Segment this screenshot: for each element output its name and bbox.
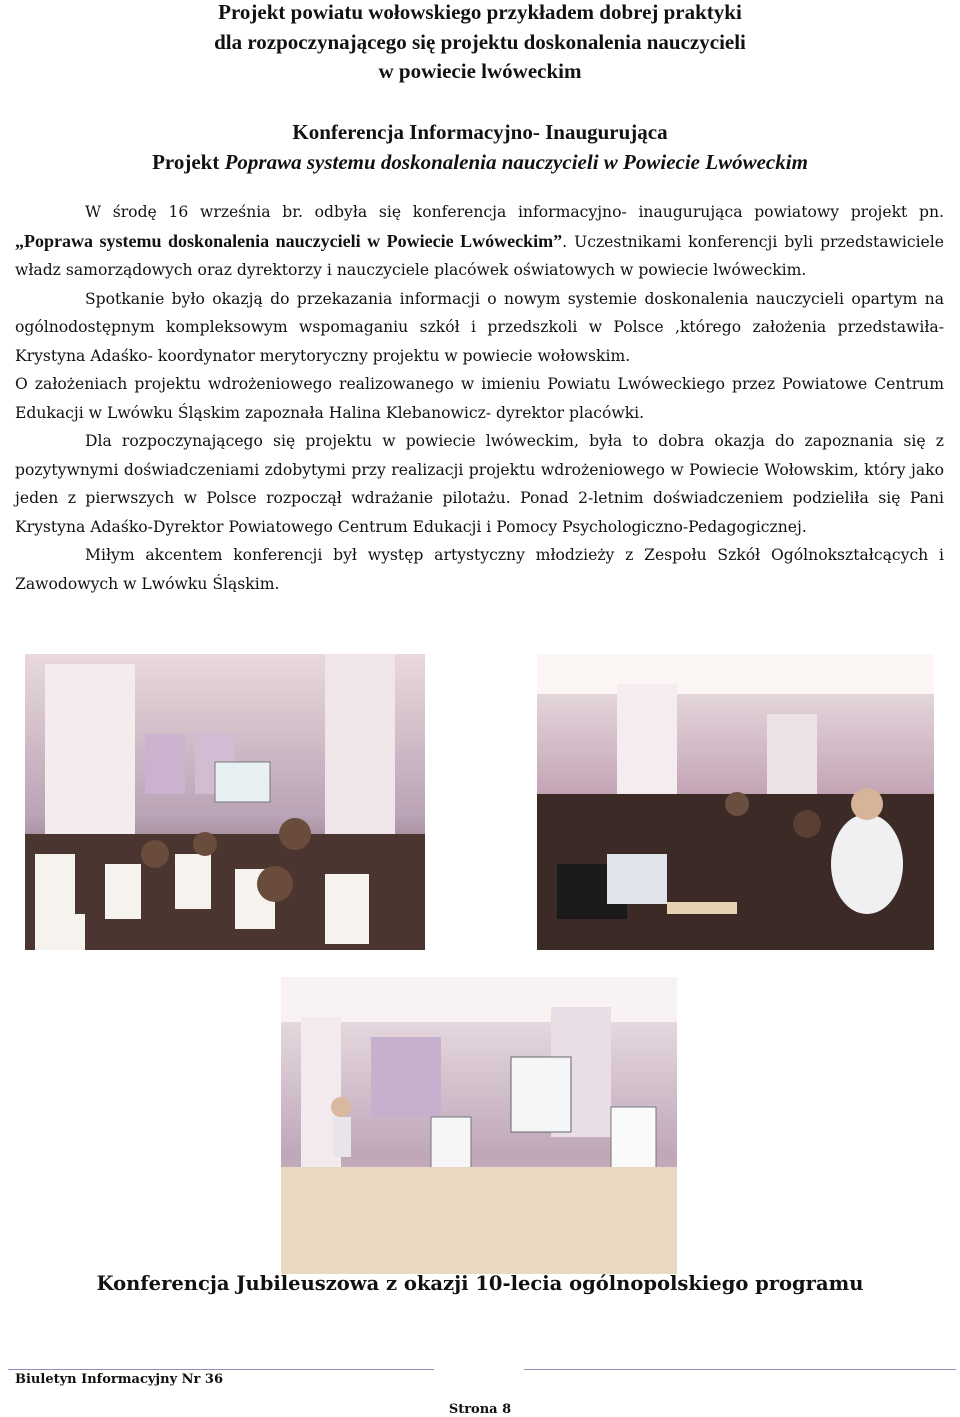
header-line-1: Projekt powiatu wołowskiego przykładem dobrej praktyki [218, 0, 742, 24]
conference-photo-2 [537, 654, 934, 950]
paragraph-4: Dla rozpoczynającego się projektu w powiecie lwóweckim, była to dobra okazja do zapoznania się z pozytywnymi doświadczeniami zdobytymi przy realizacji projektu wdrożeniowego w Powiecie Wołowskim, który jako jeden z pierwszych w Polsce rozpoczął wdrażanie pilotażu. Ponad 2-letnim doświadczeniem podzieliła się Pani Krystyna Adaśko-Dyrektor Powiatowego Centrum Edukacji i Pomocy Psychologiczno-Pedagogicznej. [15, 432, 944, 536]
conference-subtitle-project: Poprawa systemu doskonalenia nauczycieli w Powiecie Lwóweckim [224, 149, 808, 174]
footer-rule-left [8, 1369, 434, 1370]
article-body [15, 198, 944, 598]
footer-rule-right [524, 1369, 956, 1370]
header-title [0, 0, 960, 87]
conference-subtitle-prefix: Projekt [152, 149, 225, 174]
intro-project-name: „Poprawa systemu doskonalenia nauczycieli w Powiecie Lwóweckim” [15, 230, 563, 251]
header-line-3: w powiecie lwóweckim [378, 59, 582, 83]
paragraph-3: O założeniach projektu wdrożeniowego realizowanego w imieniu Powiatu Lwóweckiego przez Powiatowe Centrum Edukacji w Lwówku Śląskim zapoznała Halina Klebanowicz- dyrektor placówki. [15, 375, 944, 422]
conference-photo-1 [25, 654, 425, 950]
conference-heading [0, 118, 960, 177]
intro-start: W środę 16 września br. odbyła się konferencja informacyjno- inaugurująca powiatowy projekt pn. [85, 203, 944, 221]
paragraph-5: Miłym akcentem konferencji był występ artystyczny młodzieży z Zespołu Szkół Ogólnokształcących i Zawodowych w Lwówku Śląskim. [15, 546, 944, 593]
intro-end: . Uczestnikami konferencji byli przedstawiciele władz samorządowych oraz dyrektorzy i nauczyciele placówek oświatowych w powiecie lwóweckim. [15, 232, 945, 279]
intro-paragraph [15, 198, 944, 285]
footer-bulletin: Biuletyn Informacyjny Nr 36 [15, 1372, 223, 1387]
conference-title: Konferencja Informacyjno- Inaugurująca [292, 120, 668, 144]
conference-subtitle [0, 148, 960, 178]
section-2-heading: Konferencja Jubileuszowa z okazji 10-lecia ogólnopolskiego programu [96, 1272, 864, 1295]
paragraph-2: Spotkanie było okazją do przekazania informacji o nowym systemie doskonalenia nauczycieli opartym na ogólnodostępnym kompleksowym wspomaganiu szkół i przedszkoli w Polsce ,którego założenia przedstawiła-Krystyna Adaśko- koordynator merytoryczny projektu w powiecie wołowskim. [15, 289, 944, 365]
header-line-2: dla rozpoczynającego się projektu doskonalenia nauczycieli [214, 29, 746, 54]
conference-photo-3 [281, 977, 677, 1274]
footer-page-number: Strona 8 [448, 1402, 512, 1417]
